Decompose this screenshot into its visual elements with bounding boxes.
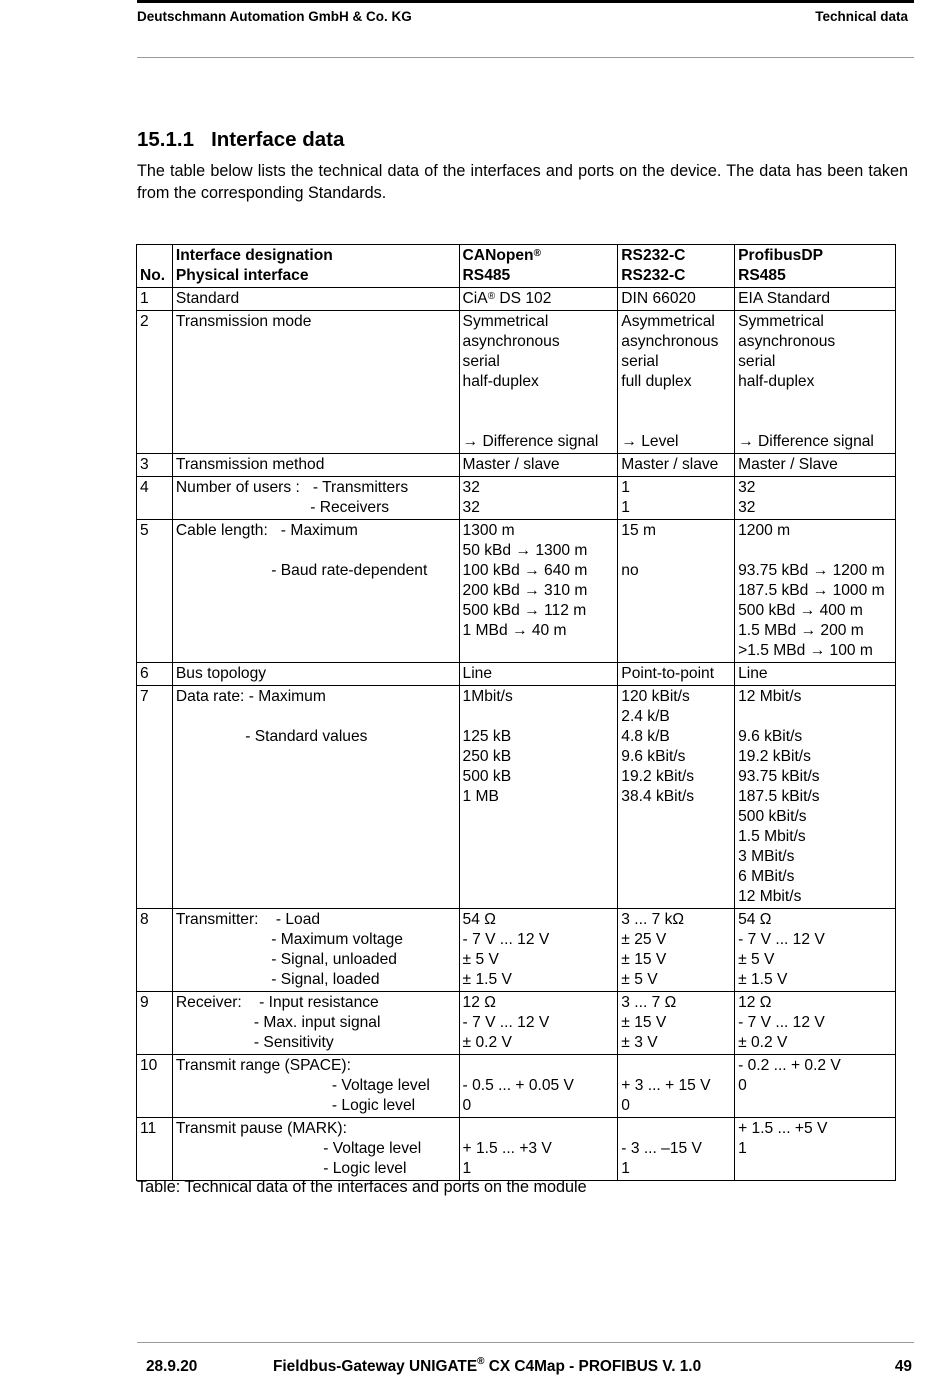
footer-rule xyxy=(137,1342,914,1343)
row-label-cell: Standard xyxy=(172,288,459,311)
canopen-value-cell: 54 Ω - 7 V ... 12 V ± 5 V ± 1.5 V xyxy=(459,909,618,992)
table-row xyxy=(137,663,896,686)
row-label-cell: Data rate: - Maximum - Standard values xyxy=(172,686,459,909)
header-no-cell: No. xyxy=(137,245,173,288)
canopen-value-cell: + 1.5 ... +3 V 1 xyxy=(459,1118,618,1181)
canopen-value-cell: Line xyxy=(459,663,618,686)
profibus-value-cell: 32 32 xyxy=(735,477,896,520)
footer-date: 28.9.20 xyxy=(146,1358,198,1375)
intro-paragraph: The table below lists the technical data of the interfaces and ports on the device. The data has been taken from the corresponding Standards. xyxy=(137,162,908,202)
canopen-value-cell: 1Mbit/s 125 kB 250 kB 500 kB 1 MB xyxy=(459,686,618,909)
row-label-cell: Receiver: - Input resistance - Max. input signal - Sensitivity xyxy=(172,992,459,1055)
row-label-cell: Bus topology xyxy=(172,663,459,686)
footer-page-number: 49 xyxy=(894,1358,912,1375)
row-label-cell: Transmit pause (MARK): - Voltage level - Logic level xyxy=(172,1118,459,1181)
section-title: 15.1.1 Interface data xyxy=(137,128,345,151)
header-top-rule xyxy=(137,0,914,3)
header-canopen-cell: CANopen® RS485 xyxy=(459,245,618,288)
rs232-value-cell: + 3 ... + 15 V 0 xyxy=(618,1055,735,1118)
profibus-value-cell: Master / Slave xyxy=(735,454,896,477)
profibus-value-cell: 12 Mbit/s 9.6 kBit/s 19.2 kBit/s 93.75 kBit/s 187.5 kBit/s 500 kBit/s 1.5 Mbit/s 3 MBit/s 6 MBit/s 12 Mbit/s xyxy=(735,686,896,909)
row-label-cell: Cable length: - Maximum - Baud rate-dependent xyxy=(172,520,459,663)
rs232-value-cell: Asymmetrical asynchronous serial full duplex → Level xyxy=(618,311,735,454)
row-number-cell: 2 xyxy=(137,311,173,454)
row-label-cell: Transmission mode xyxy=(172,311,459,454)
table-row xyxy=(137,311,896,454)
row-number-cell: 4 xyxy=(137,477,173,520)
table-row xyxy=(137,454,896,477)
header-rs232-cell: RS232-C RS232-C xyxy=(618,245,735,288)
header-designation-cell: Interface designation Physical interface xyxy=(172,245,459,288)
row-label-cell: Transmitter: - Load - Maximum voltage - Signal, unloaded - Signal, loaded xyxy=(172,909,459,992)
rs232-value-cell: 1 1 xyxy=(618,477,735,520)
row-number-cell: 6 xyxy=(137,663,173,686)
rs232-value-cell: 3 ... 7 Ω ± 15 V ± 3 V xyxy=(618,992,735,1055)
table-row xyxy=(137,520,896,663)
row-label-cell: Transmission method xyxy=(172,454,459,477)
canopen-value-cell: 32 32 xyxy=(459,477,618,520)
table-caption: Table: Technical data of the interfaces and ports on the module xyxy=(137,1178,587,1196)
canopen-value-cell: Master / slave xyxy=(459,454,618,477)
interface-data-table xyxy=(136,244,896,1181)
table-row xyxy=(137,477,896,520)
table-row xyxy=(137,909,896,992)
row-number-cell: 8 xyxy=(137,909,173,992)
rs232-value-cell: Master / slave xyxy=(618,454,735,477)
profibus-value-cell: 54 Ω - 7 V ... 12 V ± 5 V ± 1.5 V xyxy=(735,909,896,992)
rs232-value-cell: Point-to-point xyxy=(618,663,735,686)
rs232-value-cell: 15 m no xyxy=(618,520,735,663)
rs232-value-cell: 3 ... 7 kΩ ± 25 V ± 15 V ± 5 V xyxy=(618,909,735,992)
row-number-cell: 5 xyxy=(137,520,173,663)
row-number-cell: 1 xyxy=(137,288,173,311)
table-row xyxy=(137,992,896,1055)
rs232-value-cell: DIN 66020 xyxy=(618,288,735,311)
canopen-value-cell: Symmetrical asynchronous serial half-duplex → Difference signal xyxy=(459,311,618,454)
row-number-cell: 7 xyxy=(137,686,173,909)
table-row xyxy=(137,1118,896,1181)
rs232-value-cell: - 3 ... –15 V 1 xyxy=(618,1118,735,1181)
header-rule xyxy=(137,57,914,58)
header-section: Technical data xyxy=(815,9,908,24)
footer-title: Fieldbus-Gateway UNIGATE® CX C4Map - PROFIBUS V. 1.0 xyxy=(273,1356,702,1375)
row-label-cell: Transmit range (SPACE): - Voltage level - Logic level xyxy=(172,1055,459,1118)
table-header-row xyxy=(137,245,896,288)
canopen-value-cell: - 0.5 ... + 0.05 V 0 xyxy=(459,1055,618,1118)
table-row xyxy=(137,686,896,909)
row-number-cell: 3 xyxy=(137,454,173,477)
table-row xyxy=(137,288,896,311)
rs232-value-cell: 120 kBit/s 2.4 k/B 4.8 k/B 9.6 kBit/s 19.2 kBit/s 38.4 kBit/s xyxy=(618,686,735,909)
canopen-value-cell: 12 Ω - 7 V ... 12 V ± 0.2 V xyxy=(459,992,618,1055)
profibus-value-cell: EIA Standard xyxy=(735,288,896,311)
profibus-value-cell: - 0.2 ... + 0.2 V 0 xyxy=(735,1055,896,1118)
table-row xyxy=(137,1055,896,1118)
profibus-value-cell: Line xyxy=(735,663,896,686)
row-label-cell: Number of users : - Transmitters - Receivers xyxy=(172,477,459,520)
profibus-value-cell: Symmetrical asynchronous serial half-duplex → Difference signal xyxy=(735,311,896,454)
row-number-cell: 9 xyxy=(137,992,173,1055)
profibus-value-cell: 1200 m 93.75 kBd → 1200 m 187.5 kBd → 1000 m 500 kBd → 400 m 1.5 MBd → 200 m >1.5 MBd → 100 m xyxy=(735,520,896,663)
row-number-cell: 10 xyxy=(137,1055,173,1118)
row-number-cell: 11 xyxy=(137,1118,173,1181)
profibus-value-cell: 12 Ω - 7 V ... 12 V ± 0.2 V xyxy=(735,992,896,1055)
canopen-value-cell: CiA® DS 102 xyxy=(459,288,618,311)
header-profibus-cell: ProfibusDP RS485 xyxy=(735,245,896,288)
canopen-value-cell: 1300 m 50 kBd → 1300 m 100 kBd → 640 m 200 kBd → 310 m 500 kBd → 112 m 1 MBd → 40 m xyxy=(459,520,618,663)
header-company: Deutschmann Automation GmbH & Co. KG xyxy=(137,9,412,24)
profibus-value-cell: + 1.5 ... +5 V 1 xyxy=(735,1118,896,1181)
